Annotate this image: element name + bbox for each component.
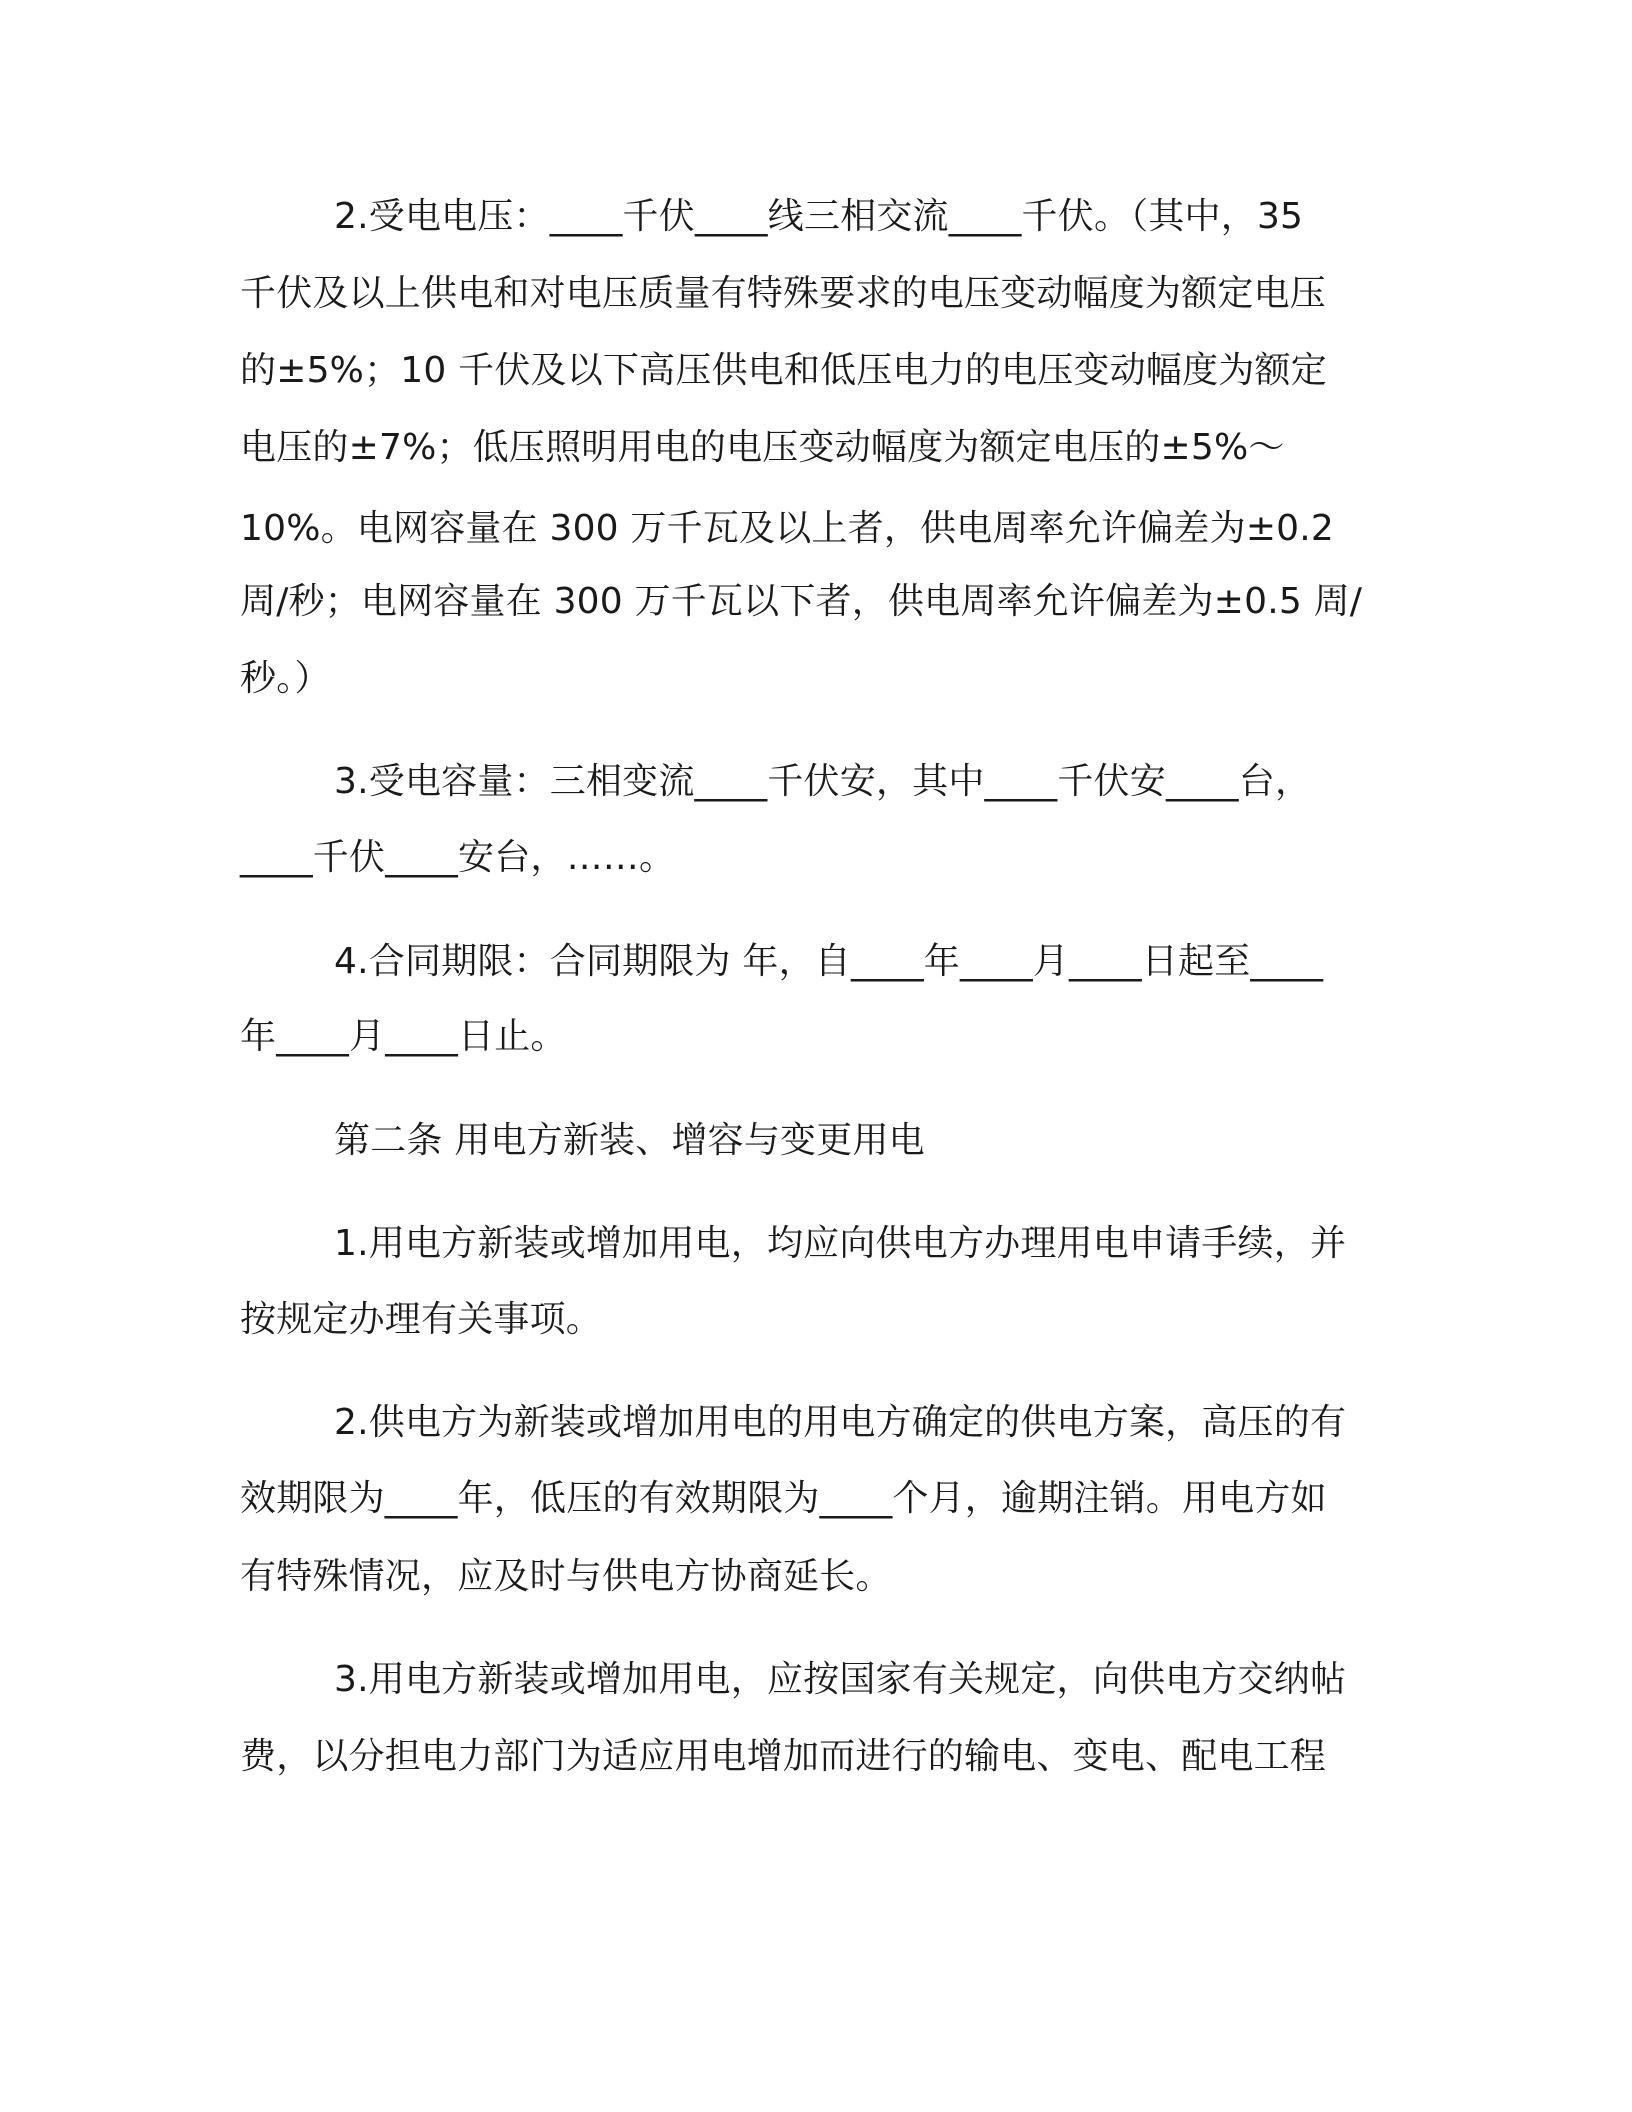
text-line: 效期限为____年，低压的有效期限为____个月，逾期注销。用电方如: [240, 1478, 1327, 1519]
text-line: 周/秒；电网容量在 300 万千瓦以下者，供电周率允许偏差为±0.5 周/: [240, 581, 1363, 622]
text-line: 3.受电容量：三相变流____千伏安，其中____千伏安____台，: [334, 761, 1312, 802]
text-line: 按规定办理有关事项。: [240, 1299, 603, 1340]
text-line: 1.用电方新装或增加用电，均应向供电方办理用电申请手续，并: [334, 1223, 1347, 1264]
text-line: 4.合同期限：合同期限为 年，自____年____月____日起至____: [334, 941, 1324, 982]
section-heading: 第二条 用电方新装、增容与变更用电: [334, 1120, 925, 1161]
text-line: 3.用电方新装或增加用电，应按国家有关规定，向供电方交纳帖: [334, 1659, 1347, 1700]
text-line: 10%。电网容量在 300 万千瓦及以上者，供电周率允许偏差为±0.2: [240, 508, 1335, 549]
text-line: 的±5%；10 千伏及以下高压供电和低压电力的电压变动幅度为额定: [240, 350, 1327, 391]
text-line: 秒。）: [240, 658, 331, 699]
text-line: 2.供电方为新装或增加用电的用电方确定的供电方案，高压的有: [334, 1402, 1347, 1443]
text-line: 有特殊情况，应及时与供电方协商延长。: [240, 1556, 892, 1597]
text-line: 2.受电电压：____千伏____线三相交流____千伏。（其中，35: [334, 196, 1304, 237]
text-line: ____千伏____安台，……。: [240, 837, 676, 878]
text-line: 费，以分担电力部门为适应用电增加而进行的输电、变电、配电工程: [240, 1736, 1327, 1777]
text-line: 电压的±7%；低压照明用电的电压变动幅度为额定电压的±5%～: [240, 427, 1285, 468]
text-line: 年____月____日止。: [240, 1016, 567, 1057]
text-line: 千伏及以上供电和对电压质量有特殊要求的电压变动幅度为额定电压: [240, 273, 1327, 314]
